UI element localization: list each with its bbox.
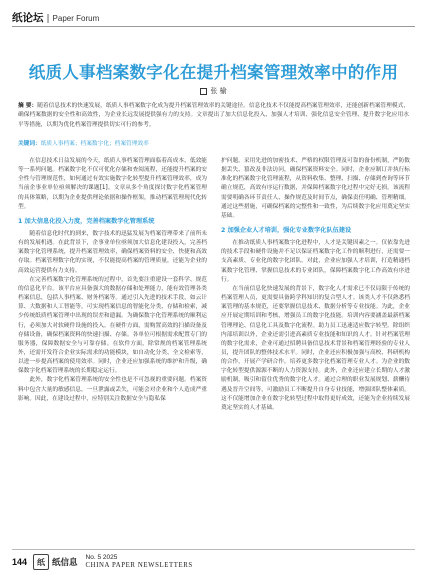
section-1-paragraph-1: 随着信息化时代的到来，数字技术的迅猛发展为档案管理带来了前所未有的发展机遇。在此背景下，企事业单位亟须加大信息化建设投入，完善档案数字化管理系统，提升档案管理效率，确保档案资料的安全、快捷和高效存取。档案管理数字化的实现，不仅能提高档案的管理质量，还能为企业的高效运营提供有力支持。 [18,230,207,274]
section-2-paragraph-1: 在推动纸质人事档案数字化进程中，人才是关键因素之一。仅依靠先进的技术手段和硬件设施并不足以保证档案数字化工作的顺利进行，还需要一支高素质、专业化的数字化团队。对此，企业应加强人才培训，打造精通档案数字化管理、掌握信息技术的专业团队，保障档案数字化工作高效有序进行。 [221,240,410,283]
author-box-icon [200,88,207,95]
intro-paragraph: 在信息技术日益发展的今天，纸质人事档案管理面临着高成本、低效能等一系列问题。档案数字化不仅可优化存储和查阅流程，还能提升档案的安全性与管理规范性，如何通过有效实施数字化转型提升档案管理效率，成为当前企事业单位亟须解决的课题[1]。文章从多个角度探讨数字化档案管理的具体策略，以期为企业提供理论依据和操作框架，推动档案管理现代化转型。 [18,158,207,210]
section-2-paragraph-2: 在当前信息化快速发展的背景下，数字化人才需求已不仅局限于传统的档案管理人员，更需要具备跨学科知识的复合型人才。该类人才不仅熟悉档案管理的基本规范，还要掌握信息技术、数据分析等专业技能。为此，企业应开展定期培训和考核，增强员工的数字化技能。培训内容要涵盖最新档案管理理论、信息化工具及数字化流程。助力员工迅速适应数字转型。除组织内部培训以外，企业还需引进高素质专业技能和知识的人才。针对档案管理的数字化需求，企业可通过招聘具备信息技术背景和档案管理经验的专业人员，提升团队的整体技术水平。同时，企业还应积极加强与高校、科研机构的合作，开展产学研合作，培养更多数字化档案管理专业人才。为企业的数字化转型提供源源不断的人力资源支持。此外，企业还应建立长期的人才激励机制，吸引和留住优秀的数字化人才。通过合理的职业发展规划、薪酬待遇及晋升空间等，可激励员工不断提升自身专业技能，增强团队整体素质。这不仅能增加企业在数字化转型过程中取得更好成效，还能为企业持续发展奠定坚实的人才基础。 [221,285,410,411]
section-2-heading: 2 加强企业人才培训，强化专业数字化队伍建设 [221,227,352,235]
left-column [18,157,207,404]
header-divider [12,26,415,27]
section-1-continued: 护问题。采用先进的加密技术、严格的权限管理及可靠的备份机制，严防数据丢失、篡改及非法访问，确保档案资料安全。同时，企业应制订并执行标准化的档案数字化管理流程，从资料收集、整理、扫描、存储到查询等环节确立规范，高效有序运行数据，并保障档案数字化过程中完好无损。该流程需要明确各环节责任人、操作规范及时间节点，确保责任明确、管理精细。通过这些措施，可确保档案的完整性和一致性，为后续数字化应用奠定坚实基础。 [221,158,410,219]
abstract-text: 随着信息技术的快速发展，纸质人事档案数字化成为提升档案管理效率的关键途径。信息化技术不仅能提高档案管理效率，还能创新档案管理模式，确保档案数据的安全性和高效性，为企业长远发展提供强有力的支持。文章提出了加大信息化投入、加强人才培训、强化信息安全管理、提升数字化应用水平等措施，以期为优化档案管理提供切实可行的参考。 [18,103,410,128]
keywords-label: 关键词： [18,141,41,147]
right-column [221,157,410,413]
column-name: 纸论坛 [12,12,44,24]
page-number: 144 [12,557,28,567]
journal-logo-text: 纸信息 [52,558,78,568]
author-line [0,86,427,96]
section-1-heading: 1 加大信息化投入力度，完善档案数字化管理系统 [18,217,155,225]
page-footer [12,553,193,571]
abstract-label: 摘 要： [18,103,38,109]
section-1-paragraph-3: 此外，数字化档案管理系统的安全性也是不可忽视的重要问题。档案资料中包含大量的敏感信息，一旦泄露或丢失，可能会对企业和个人造成严重影响。因此，在建设过程中，应特别关注数据安全与隐私保 [18,377,207,402]
author-name: 张 榆 [210,87,227,95]
publication-name: CHINA PAPER NEWSLETTERS [85,562,193,569]
footer-divider [12,549,415,550]
keywords [18,140,409,149]
abstract [18,102,409,130]
journal-logo-icon: 纸 [33,554,49,570]
column-name-english: Paper Forum [52,14,100,23]
issue-number: No. 5 2025 [85,554,118,561]
section-1-paragraph-2: 在完善档案数字化管理系统的过程中，首先要注重建设一套科学、规范的信息化平台。该平台应具备强大的数据存储和处理能力，能有效管理各类档案信息，包括人事档案、财务档案等。通过引入先进的技术手段，如云计算、大数据和人工智能等，可实现档案信息的智能化分类、存储和检索，减少传统纸质档案管理中出现的误差和遗漏。为确保数字化管理系统的顺利运行，必须加大对软硬件设施的投入。在硬件方面，需购置高效的扫描设备及存储设备，确保档案资料的快速扫描、存储。各单位可根据需求配置专门的服务器，保障数据安全与可靠存储。在软件方面，除常规的档案管理系统外，还需开发符合企业实际需求的功能模块，如自动化分类、全文检索等，以进一步提高档案的使用效率。同时，企业还应加强系统的维护和升级，确保数字化档案管理系统的长期稳定运行。 [18,276,207,375]
page-header [12,10,99,26]
keywords-text: 纸质人事档案；档案数字化；档案管理效率 [40,141,149,147]
article-title: 纸质人事档案数字化在提升档案管理效率中的作用 [28,63,399,82]
header-separator: | [46,14,50,24]
issue-info [86,554,193,570]
